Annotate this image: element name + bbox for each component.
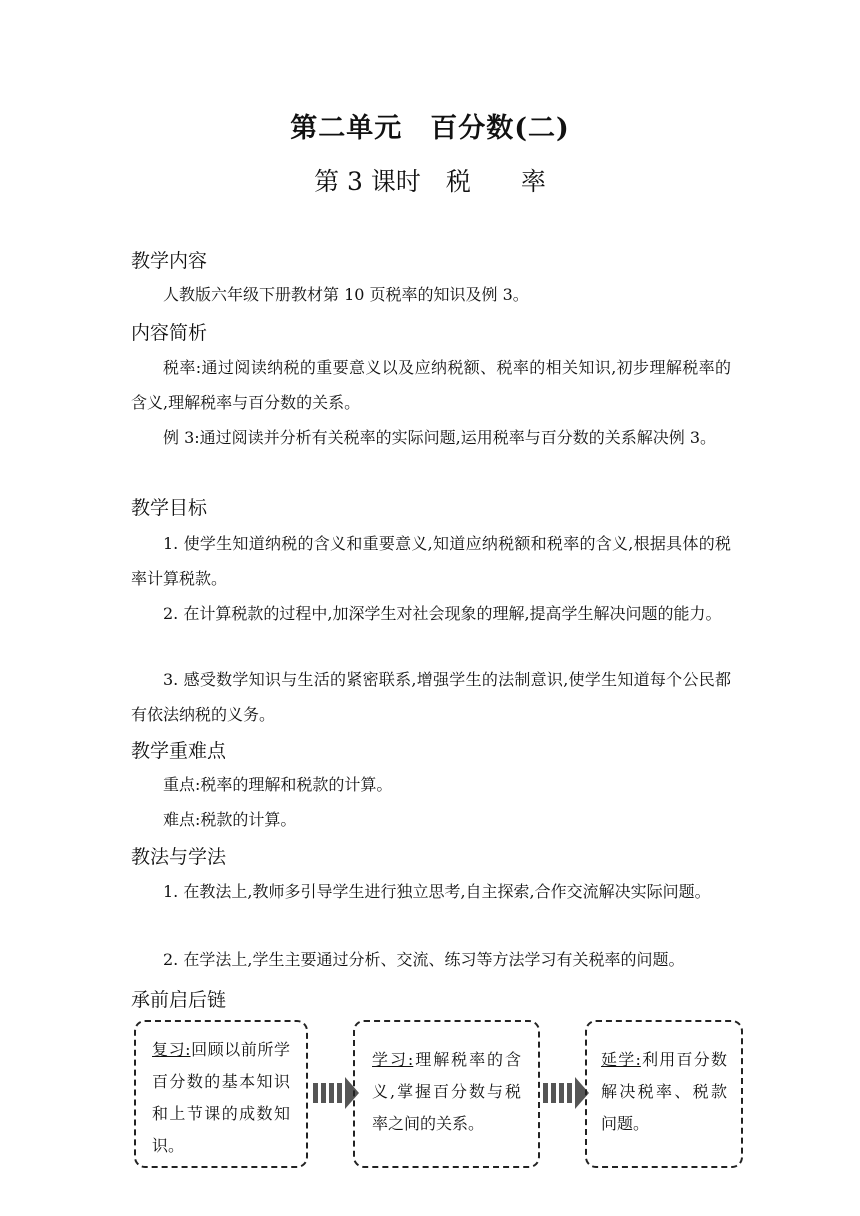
heading-teaching-goals: 教学目标: [131, 497, 208, 519]
review-text: 回顾以前所学百分数的基本知识和上节课的成数知识。: [152, 1040, 290, 1155]
learning-box-content: [372, 1044, 521, 1140]
goal-paragraph-1: 1. 使学生知道纳税的含义和重要意义,知道应纳税额和税率的含义,根据具体的税率计算税款。: [131, 534, 731, 588]
learning-box: [353, 1020, 540, 1168]
learning-label: 学习:: [372, 1050, 414, 1069]
extension-box: [585, 1020, 743, 1168]
lesson-subtitle: 第 3 课时 税 率: [314, 167, 546, 196]
analysis-paragraph-2: 例 3:通过阅读并分析有关税率的实际问题,运用税率与百分数的关系解决例 3。: [163, 428, 717, 447]
extension-text: 利用百分数解决税率、税款问题。: [601, 1050, 727, 1133]
review-box-content: [152, 1034, 290, 1162]
heading-content-analysis: 内容简析: [131, 322, 208, 344]
learning-text: 理解税率的含义,掌握百分数与税率之间的关系。: [372, 1050, 521, 1133]
difficult-point-text: 难点:税款的计算。: [163, 810, 297, 829]
teaching-content-text: 人教版六年级下册教材第 10 页税率的知识及例 3。: [163, 285, 529, 304]
heading-teaching-content: 教学内容: [131, 250, 208, 272]
page-title: 第二单元 百分数(二): [290, 113, 570, 144]
review-label: 复习:: [152, 1040, 191, 1059]
goal-paragraph-2: 2. 在计算税款的过程中,加深学生对社会现象的理解,提高学生解决问题的能力。: [163, 604, 722, 623]
heading-key-points: 教学重难点: [131, 740, 227, 762]
method-paragraph-1: 1. 在教法上,教师多引导学生进行独立思考,自主探索,合作交流解决实际问题。: [163, 882, 711, 901]
extension-label: 延学:: [601, 1050, 641, 1069]
analysis-paragraph-1: 税率:通过阅读纳税的重要意义以及应纳税额、税率的相关知识,初步理解税率的含义,理解税率与百分数的关系。: [131, 358, 731, 412]
method-paragraph-2: 2. 在学法上,学生主要通过分析、交流、练习等方法学习有关税率的问题。: [163, 950, 685, 969]
arrow-icon: [543, 1077, 589, 1109]
heading-methods: 教法与学法: [131, 846, 227, 868]
goal-paragraph-3: 3. 感受数学知识与生活的紧密联系,增强学生的法制意识,使学生知道每个公民都有依法纳税的义务。: [131, 670, 731, 724]
review-box: [134, 1020, 308, 1168]
key-point-text: 重点:税率的理解和税款的计算。: [163, 775, 393, 794]
heading-learning-chain: 承前启后链: [131, 989, 227, 1011]
extension-box-content: [601, 1044, 727, 1140]
